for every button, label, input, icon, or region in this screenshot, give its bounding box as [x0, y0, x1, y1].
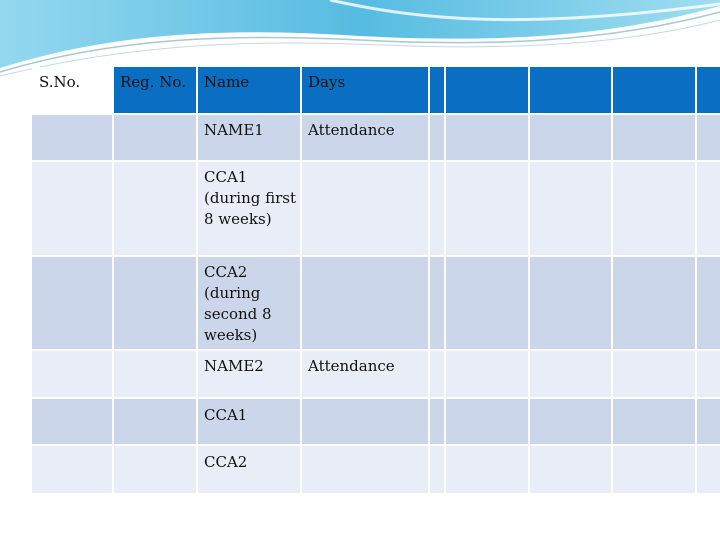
header-name: Name — [198, 67, 300, 113]
day-cell — [613, 446, 695, 493]
day-cell — [530, 257, 611, 349]
reg-no-cell — [114, 351, 196, 397]
day-cell — [613, 399, 695, 444]
day-cell — [613, 257, 695, 349]
day-cell — [446, 162, 528, 255]
day-cell — [430, 351, 444, 397]
day-cell — [430, 115, 444, 160]
reg-no-cell — [114, 399, 196, 444]
day-cell — [430, 257, 444, 349]
day-cell — [430, 446, 444, 493]
day-cell — [530, 162, 611, 255]
name-cell: NAME1 — [198, 115, 300, 160]
day-cell — [530, 399, 611, 444]
sno-cell — [32, 257, 112, 349]
name-cell: NAME2 — [198, 351, 300, 397]
reg-no-cell — [114, 446, 196, 493]
name-cell: CCA2 — [198, 446, 300, 493]
sno-cell — [32, 162, 112, 255]
header-cell — [446, 67, 528, 113]
header-row — [32, 67, 720, 113]
day-cell — [530, 351, 611, 397]
header-sno: S.No. — [32, 67, 112, 113]
day-cell — [697, 257, 720, 349]
name-cell: CCA1 — [198, 399, 300, 444]
header-cell — [430, 67, 444, 113]
days-cell — [302, 257, 428, 349]
day-cell — [430, 162, 444, 255]
day-cell — [446, 446, 528, 493]
day-cell — [530, 115, 611, 160]
reg-no-cell — [114, 257, 196, 349]
day-cell — [530, 446, 611, 493]
table-row — [32, 257, 720, 349]
days-cell — [302, 399, 428, 444]
day-cell — [446, 351, 528, 397]
day-cell — [446, 399, 528, 444]
days-cell — [302, 162, 428, 255]
day-cell — [697, 115, 720, 160]
day-cell — [613, 351, 695, 397]
sno-cell — [32, 446, 112, 493]
day-cell — [697, 162, 720, 255]
header-reg-no: Reg. No. — [114, 67, 196, 113]
day-cell — [697, 351, 720, 397]
days-cell: Attendance — [302, 115, 428, 160]
sno-cell — [32, 115, 112, 160]
sno-cell — [32, 399, 112, 444]
days-cell — [302, 446, 428, 493]
name-cell: CCA2 (during second 8 weeks) — [198, 257, 300, 349]
day-cell — [430, 399, 444, 444]
name-cell: CCA1 (during first 8 weeks) — [198, 162, 300, 255]
table-row — [32, 399, 720, 444]
table-row — [32, 351, 720, 397]
table-row — [32, 162, 720, 255]
days-cell: Attendance — [302, 351, 428, 397]
day-cell — [613, 115, 695, 160]
reg-no-cell — [114, 115, 196, 160]
reg-no-cell — [114, 162, 196, 255]
sno-cell — [32, 351, 112, 397]
table-row — [32, 115, 720, 160]
day-cell — [446, 115, 528, 160]
day-cell — [697, 446, 720, 493]
day-cell — [697, 399, 720, 444]
attendance-table — [30, 65, 720, 495]
day-cell — [446, 257, 528, 349]
header-cell — [530, 67, 611, 113]
header-days: Days — [302, 67, 428, 113]
day-cell — [613, 162, 695, 255]
header-cell — [697, 67, 720, 113]
header-cell — [613, 67, 695, 113]
table-row — [32, 446, 720, 493]
